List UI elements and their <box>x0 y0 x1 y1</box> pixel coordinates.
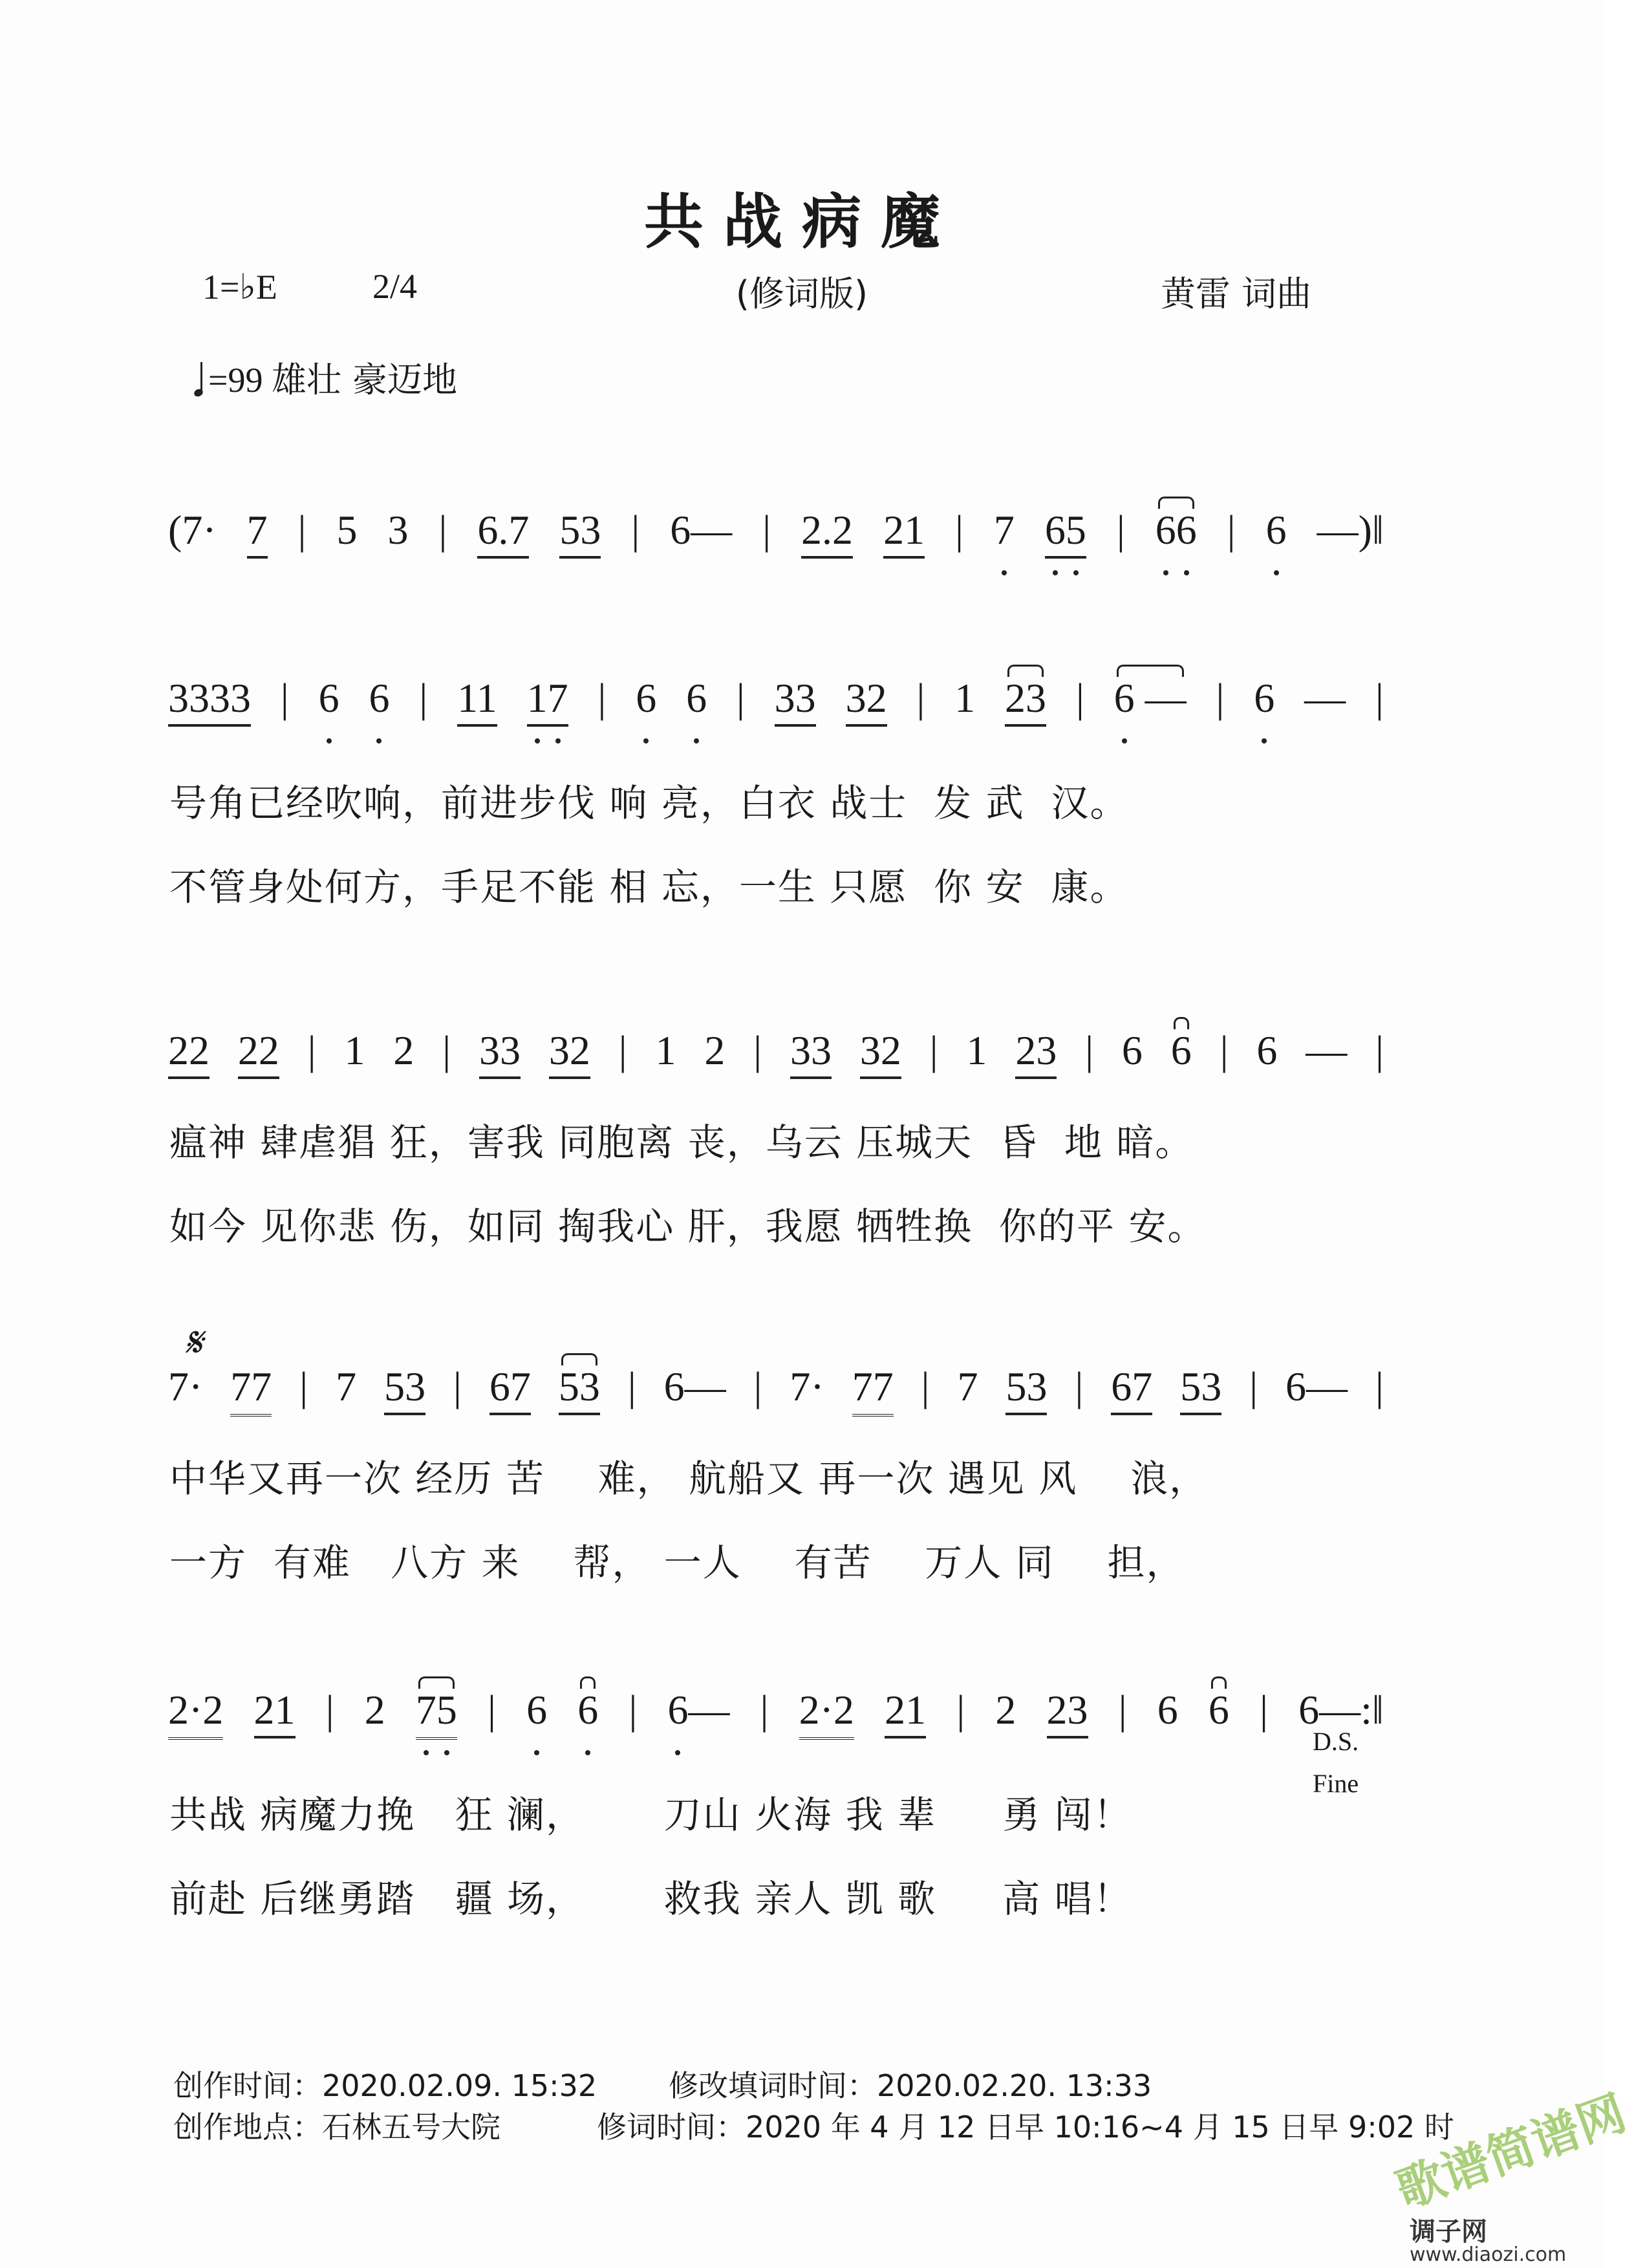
note-group: 33 <box>775 672 816 727</box>
lyric-line: 号角已经吹响，前进步伐 响 亮，白衣 战士 发 武 汉。 <box>169 781 1129 825</box>
note-group: 2·2 <box>168 1684 223 1740</box>
bar-line: | <box>1216 675 1225 721</box>
note-group: 65 <box>1045 504 1086 559</box>
bar-line: | <box>438 507 447 553</box>
bar-line: | <box>921 1364 930 1409</box>
lyric-edit-time: 修改填词时间：2020.02.20. 13:33 <box>669 2068 1152 2103</box>
note-group: 6 <box>1254 672 1274 724</box>
note-group: 6— <box>663 1364 726 1409</box>
version-label: (修词版) <box>735 273 868 314</box>
note-group: 2 <box>995 1687 1016 1733</box>
note-group: 22 <box>238 1025 279 1079</box>
note-group: 6— <box>667 1684 729 1736</box>
note-group: 67 <box>1111 1361 1152 1415</box>
created-time: 创作时间：2020.02.09. 15:32 <box>173 2068 597 2103</box>
bar-line: | <box>1227 507 1236 553</box>
bar-line: | <box>1118 1687 1127 1733</box>
note-group: 6 <box>1157 1687 1178 1733</box>
note-group: 6— <box>670 507 733 553</box>
bar-line: | <box>1085 1027 1094 1073</box>
note-group: 6 <box>1256 1027 1278 1073</box>
bar-line: | <box>753 1364 762 1409</box>
lyric-line: 瘟神 肆虐猖 狂，害我 同胞离 丧，乌云 压城天 昏 地 暗。 <box>169 1120 1194 1164</box>
note-group: 75 <box>416 1684 457 1740</box>
bar-line: | <box>1116 507 1125 553</box>
revision-time: 修词时间：2020 年 4 月 12 日早 10:16~4 月 15 日早 9:02 时 <box>597 2110 1454 2145</box>
time-signature: 2/4 <box>372 267 418 306</box>
note-group: 6 <box>577 1684 598 1736</box>
note-group: 77 <box>230 1361 272 1417</box>
bar-line: | <box>325 1687 334 1733</box>
note-group: 23 <box>1015 1025 1057 1079</box>
note-group: 7 <box>247 504 268 559</box>
segno-icon: 𝄋 <box>184 1320 202 1365</box>
note-group: 6 — <box>1114 672 1187 724</box>
bar-line: | <box>762 507 771 553</box>
bar-line: | <box>956 1687 965 1733</box>
tempo-expression: 雄壮 豪迈地 <box>271 359 458 400</box>
note-group: 21 <box>254 1684 296 1738</box>
note-group: 2 <box>364 1687 385 1733</box>
note-group: 6 <box>1266 504 1287 556</box>
lyric-line: 一方 有难 八方 来 帮， 一人 有苦 万人 同 担， <box>169 1541 1185 1585</box>
bar-line: | <box>736 675 745 721</box>
note-group: — <box>1306 1027 1348 1073</box>
bar-line: | <box>1260 1687 1268 1733</box>
note-group: 6 <box>526 1684 547 1736</box>
note-group: 77 <box>852 1361 894 1417</box>
note-group: 2 <box>704 1027 726 1073</box>
watermark-logo: 歌谱简谱网 <box>1389 2084 1633 2220</box>
notation-line <box>168 672 1384 744</box>
note-group: 53 <box>559 1361 600 1415</box>
note-group: 1 <box>966 1027 987 1073</box>
bar-line: | <box>453 1364 462 1409</box>
note-group: 32 <box>846 672 887 727</box>
note-group: 23 <box>1047 1684 1088 1738</box>
note-group: 5 <box>336 507 358 553</box>
bar-line: | <box>753 1027 762 1073</box>
tempo-bpm: =99 <box>208 361 263 400</box>
bar-line: | <box>618 1027 627 1073</box>
note-group: 7· <box>168 1364 203 1409</box>
note-group: 53 <box>1180 1361 1221 1415</box>
note-group: 2.2 <box>801 504 853 559</box>
note-group: 6—:‖ <box>1298 1687 1384 1733</box>
note-group: 53 <box>1005 1361 1047 1415</box>
note-group: 66 <box>1156 504 1197 556</box>
note-group: 3333 <box>168 672 251 727</box>
notation-line <box>168 504 1384 575</box>
note-group: 1 <box>344 1027 365 1073</box>
watermark-brand: 调子网 <box>1410 2217 1487 2247</box>
note-group: 6 <box>636 672 656 724</box>
note-group: 7 <box>336 1364 357 1409</box>
quarter-note-icon <box>194 362 203 401</box>
bar-line: | <box>929 1027 938 1073</box>
lyric-line: 前赴 后继勇踏 疆 场， 救我 亲人 凯 歌 高 唱！ <box>169 1877 1132 1921</box>
note-group: 53 <box>559 504 601 559</box>
notation-line <box>168 1025 1384 1096</box>
note-group: 7· <box>790 1364 824 1409</box>
lyric-line: 中华又再一次 经历 苦 难， 航船又 再一次 遇见 风 浪， <box>169 1457 1209 1501</box>
note-group: 17 <box>527 672 568 727</box>
note-group: 32 <box>860 1025 901 1079</box>
note-group: 2 <box>393 1027 414 1073</box>
bar-line: | <box>760 1687 769 1733</box>
bar-line: | <box>1075 675 1084 721</box>
note-group: 22 <box>168 1025 210 1079</box>
bar-line: | <box>1220 1027 1229 1073</box>
fine-marking: Fine <box>1313 1769 1359 1798</box>
tempo-marking <box>194 352 457 402</box>
bar-line: | <box>307 1027 316 1073</box>
note-group: 6.7 <box>477 504 529 559</box>
bar-line: | <box>280 675 289 721</box>
note-group: 6 <box>1209 1684 1229 1736</box>
note-group: 21 <box>885 1684 926 1738</box>
note-group: 1 <box>655 1027 676 1073</box>
bar-line: | <box>1375 675 1384 721</box>
note-group: 3 <box>387 507 409 553</box>
bar-line: | <box>1375 1027 1384 1073</box>
note-group: — <box>1304 675 1346 721</box>
note-group: 6 <box>319 672 339 724</box>
note-group: 33 <box>479 1025 521 1079</box>
bar-line: | <box>1249 1364 1258 1409</box>
note-group: 6 <box>686 672 707 724</box>
bar-line: | <box>442 1027 451 1073</box>
ds-marking: D.S. <box>1313 1727 1359 1756</box>
note-group: 6 <box>1121 1027 1143 1073</box>
lyric-line: 共战 病魔力挽 狂 澜， 刀山 火海 我 辈 勇 闯！ <box>169 1793 1132 1837</box>
note-group: 1 <box>954 675 976 721</box>
bar-line: | <box>629 1687 638 1733</box>
note-group: 21 <box>883 504 925 559</box>
lyric-line: 如今 见你悲 伤，如同 掏我心 肝，我愿 牺牲换 你的平 安。 <box>169 1204 1207 1248</box>
notation-line <box>168 1684 1384 1755</box>
bar-line: | <box>955 507 963 553</box>
bar-line: | <box>419 675 428 721</box>
note-group: 6 <box>1171 1025 1192 1076</box>
note-group: 32 <box>549 1025 590 1079</box>
note-group: 33 <box>790 1025 832 1079</box>
note-group: 67 <box>489 1361 531 1415</box>
note-group: 6 <box>369 672 389 724</box>
note-group: 7 <box>957 1364 978 1409</box>
note-group: 53 <box>384 1361 425 1415</box>
bar-line: | <box>297 507 306 553</box>
note-group: 11 <box>457 672 497 727</box>
bar-line: | <box>597 675 607 721</box>
bar-line: | <box>1375 1364 1384 1409</box>
note-group: 23 <box>1005 672 1046 727</box>
created-place: 创作地点：石林五号大院 <box>173 2110 500 2145</box>
bar-line: | <box>1075 1364 1084 1409</box>
note-group: 2·2 <box>799 1684 854 1740</box>
note-group: 6— <box>1285 1364 1348 1409</box>
note-group: —)‖ <box>1317 507 1384 553</box>
note-group: 7 <box>994 504 1015 556</box>
key-signature: 1=♭E <box>202 268 277 306</box>
lyric-line: 不管身处何方，手足不能 相 忘，一生 只愿 你 安 康。 <box>169 865 1129 909</box>
watermark-url: www.diaozi.com <box>1410 2243 1567 2266</box>
bar-line: | <box>488 1687 496 1733</box>
bar-line: | <box>916 675 925 721</box>
bar-line: | <box>627 1364 636 1409</box>
bar-line: | <box>631 507 640 553</box>
bar-line: | <box>299 1364 308 1409</box>
song-title: 共战病魔 <box>643 187 960 257</box>
note-group: (7· <box>168 507 217 553</box>
author-credit: 黄雷 词曲 <box>1161 273 1312 314</box>
notation-line <box>168 1361 1384 1432</box>
